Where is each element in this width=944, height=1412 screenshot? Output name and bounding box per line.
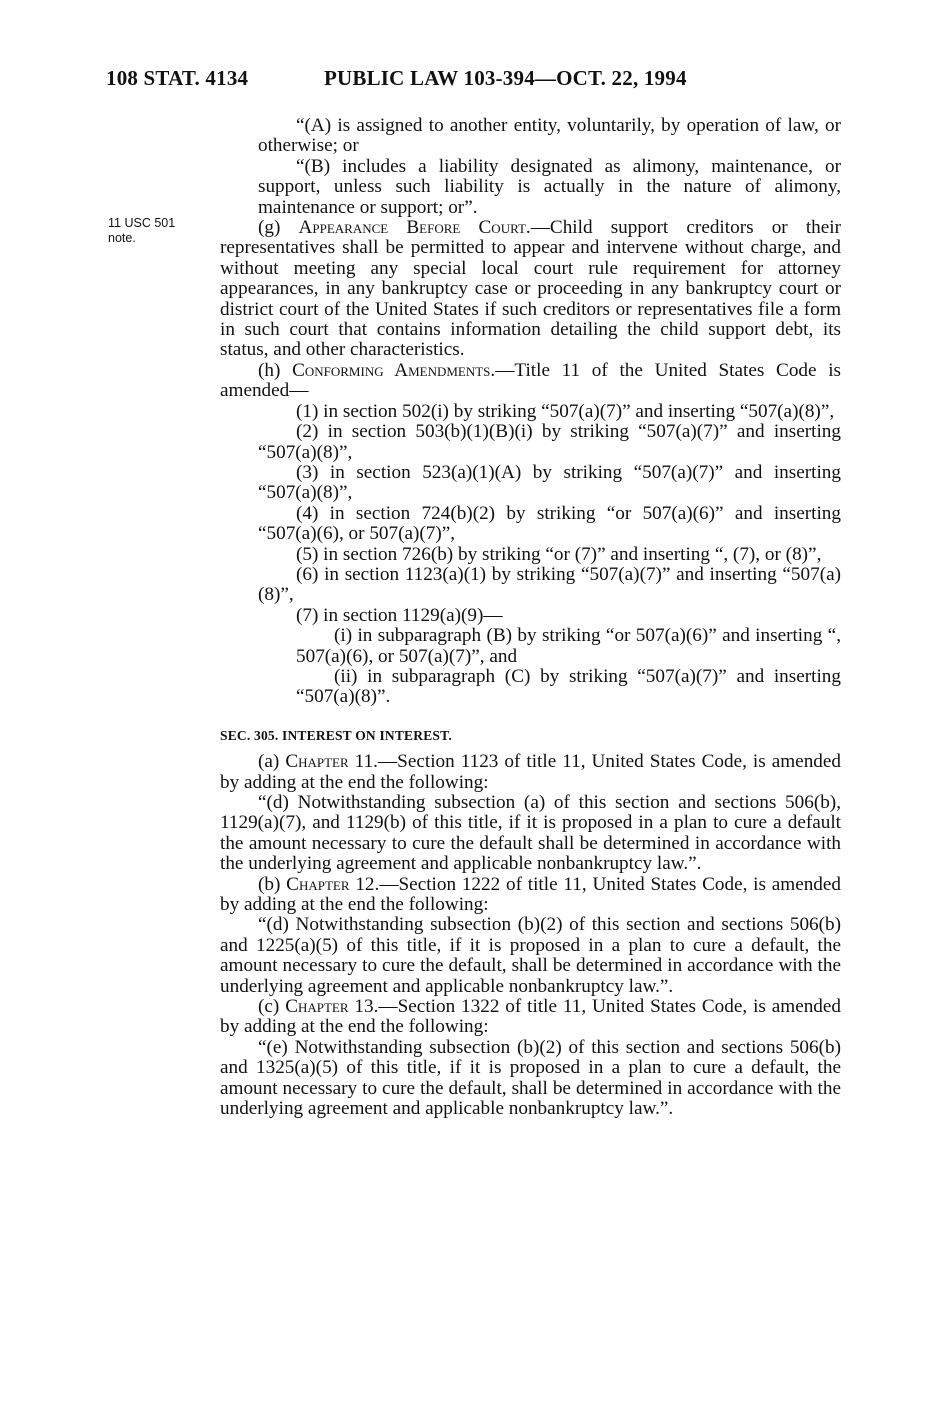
paragraph-h6: (6) in section 1123(a)(1) by striking “507(a)(7)” and inserting “507(a)(8)”, bbox=[258, 563, 841, 606]
subsection-g-heading: Appearance Before Court. bbox=[298, 217, 531, 239]
margin-note-citation: 11 USC 501 bbox=[108, 216, 176, 230]
statute-page-number: 108 STAT. 4134 bbox=[106, 66, 249, 90]
section-305-b bbox=[220, 875, 841, 916]
page-header bbox=[106, 66, 846, 94]
paragraph-quoted-a: “(A) is assigned to another entity, voluntarily, by operation of law, or otherwise; or bbox=[258, 115, 841, 157]
section-305-a-label: (a) bbox=[258, 751, 286, 773]
section-305-c bbox=[220, 997, 841, 1038]
subsection-g bbox=[220, 218, 841, 361]
subsection-g-label: (g) bbox=[258, 217, 299, 239]
public-law-title: PUBLIC LAW 103-394—OCT. 22, 1994 bbox=[324, 66, 687, 90]
subsection-h-heading: Conforming Amendments. bbox=[292, 359, 496, 381]
subsection-h bbox=[220, 361, 841, 402]
margin-note-label: note. bbox=[108, 231, 136, 245]
paragraph-quoted-b: “(B) includes a liability designated as alimony, maintenance, or support, unless such liability is actually in the nature of alimony, maintenance or support; or”. bbox=[258, 155, 841, 218]
paragraph-h7: (7) in section 1129(a)(9)— bbox=[296, 604, 503, 626]
paragraph-h3: (3) in section 523(a)(1)(A) by striking “507(a)(7)” and inserting “507(a)(8)”, bbox=[258, 461, 841, 504]
section-305-b-quote: “(d) Notwithstanding subsection (b)(2) of this section and sections 506(b) and 1225(a)(5) of this title, if it is proposed in a plan to cure a default, the amount necessary to cure the default, shall be determined in accordance with the underlying agreement and applicable nonbankruptcy law.”. bbox=[220, 914, 841, 997]
section-305-c-label: (c) bbox=[258, 996, 286, 1018]
section-305-b-label: (b) bbox=[258, 873, 287, 895]
subsection-h-label: (h) bbox=[258, 359, 293, 381]
subsection-g-text: —Child support creditors or their representatives shall be permitted to appear and intervene without charge, and without meeting any special local court rule requirement for attorney appearances, in any bankruptcy case or proceeding in any bankruptcy court or district court of the United States if such creditors or representatives file a form in such court that contains information detailing the child support debt, its status, and other characteristics. bbox=[220, 217, 841, 361]
section-305-a-heading: Chapter 11. bbox=[285, 751, 378, 773]
section-305-c-quote: “(e) Notwithstanding subsection (b)(2) of this section and sections 506(b) and 1325(a)(5) of this title, if it is proposed in a plan to cure a default, the amount necessary to cure the default, shall be determined in accordance with the underlying agreement and applicable nonbankruptcy law.”. bbox=[220, 1036, 841, 1120]
paragraph-h4: (4) in section 724(b)(2) by striking “or 507(a)(6)” and inserting “507(a)(6), or 507(a)(7)”, bbox=[258, 502, 841, 545]
section-305-a-quote: “(d) Notwithstanding subsection (a) of this section and sections 506(b), 1129(a)(7), and 1129(b) of this title, if it is proposed in a plan to cure a default the amount necessary to cure the default shall be determined in accordance with the underlying agreement and applicable nonbankruptcy law.”. bbox=[220, 792, 841, 875]
section-305-b-text: —Section 1222 of title 11, United States Code, is amended by adding at the end the following: bbox=[220, 873, 842, 916]
section-305-c-heading: Chapter 13. bbox=[285, 996, 379, 1018]
subparagraph-h7-i: (i) in subparagraph (B) by striking “or 507(a)(6)” and inserting “, 507(a)(6), or 507(a)(7)”, and bbox=[296, 625, 841, 667]
document-body bbox=[220, 116, 841, 1120]
subsection-h-text: —Title 11 of the United States Code is amended— bbox=[220, 359, 842, 402]
section-305-heading: SEC. 305. INTEREST ON INTEREST. bbox=[220, 727, 452, 743]
section-305-b-heading: Chapter 12. bbox=[286, 873, 380, 895]
paragraph-h1: (1) in section 502(i) by striking “507(a)(7)” and inserting “507(a)(8)”, bbox=[296, 400, 835, 422]
margin-note bbox=[108, 216, 208, 246]
section-305-c-text: —Section 1322 of title 11, United States Code, is amended by adding at the end the following: bbox=[220, 996, 842, 1038]
paragraph-h2: (2) in section 503(b)(1)(B)(i) by striking “507(a)(7)” and inserting “507(a)(8)”, bbox=[258, 421, 841, 463]
section-305-a bbox=[220, 752, 841, 793]
subparagraph-h7-ii: (ii) in subparagraph (C) by striking “507(a)(7)” and inserting “507(a)(8)”. bbox=[296, 665, 841, 708]
section-305-a-text: —Section 1123 of title 11, United States Code, is amended by adding at the end the following: bbox=[220, 751, 842, 793]
paragraph-h5: (5) in section 726(b) by striking “or (7)” and inserting “, (7), or (8)”, bbox=[296, 543, 822, 565]
